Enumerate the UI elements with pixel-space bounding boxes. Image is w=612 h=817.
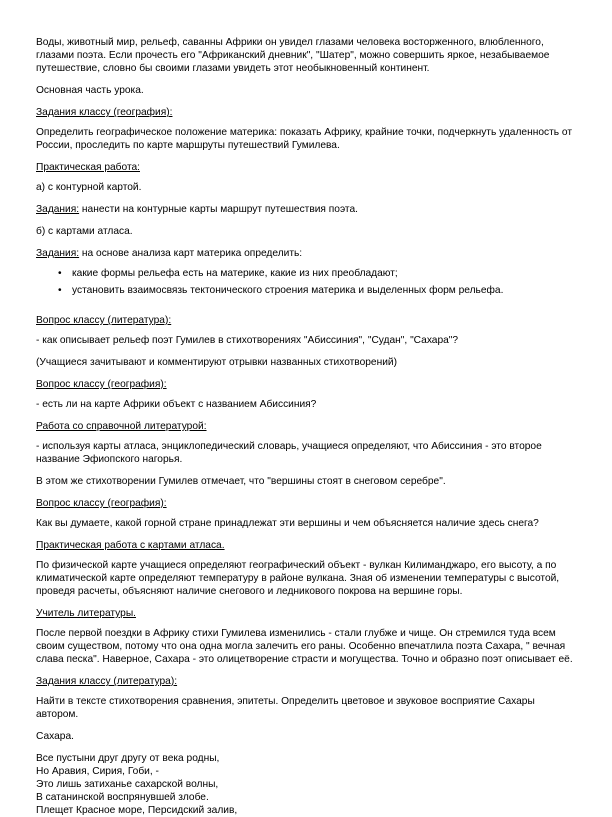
task-lit-heading: Задания классу (литература): (36, 676, 178, 687)
practical-task-text: нанести на контурные карты маршрут путешествия поэта. (79, 204, 358, 215)
bullet-list (36, 267, 576, 297)
practical-task (36, 203, 576, 216)
question-lit-note: (Учащиеся зачитывают и комментируют отрывки названных стихотворений) (36, 357, 397, 368)
bullet-text: установить взаимосвязь тектонического строения материка и выделенных форм рельефа. (72, 285, 504, 296)
teacher-heading: Учитель литературы. (36, 608, 136, 619)
main-part-label: Основная часть урока. (36, 85, 144, 96)
question-geo2-text: Как вы думаете, какой горной стране принадлежат эти вершины и чем объясняется наличие здесь снега? (36, 518, 539, 529)
document-page (36, 36, 576, 817)
question-geo-text: - есть ли на карте Африки объект с названием Абиссиния? (36, 399, 317, 410)
question-geo2-heading: Вопрос классу (география): (36, 498, 167, 509)
practical-task2-label: Задания: (36, 248, 80, 259)
task-lit-text: Найти в тексте стихотворения сравнения, эпитеты. Определить цветовое и звуковое восприятие Сахары автором. (36, 696, 535, 720)
practical-heading: Практическая работа: (36, 162, 140, 173)
bullet-icon: • (58, 268, 62, 279)
question-geo-heading: Вопрос классу (география): (36, 379, 167, 390)
poem-line: В сатанинской воспрянувшей злобе. (36, 792, 209, 803)
reference-heading: Работа со справочной литературой: (36, 421, 207, 432)
poem-block (36, 752, 576, 817)
poem-title: Сахара. (36, 731, 74, 742)
poem-line: Но Аравия, Сирия, Гоби, - (36, 766, 159, 777)
poem-line: Плещет Красное море, Персидский залив, (36, 805, 238, 816)
bullet-text: какие формы рельефа есть на материке, какие из них преобладают; (72, 268, 398, 279)
list-item (58, 284, 576, 297)
practical-task2 (36, 247, 576, 260)
poem-line: Все пустыни друг другу от века родны, (36, 753, 220, 764)
question-lit-text: - как описывает рельеф поэт Гумилев в стихотворениях "Абиссиния", "Судан", "Сахара"? (36, 335, 459, 346)
atlas-heading: Практическая работа с картами атласа. (36, 540, 225, 551)
practical-a: а) с контурной картой. (36, 182, 142, 193)
task-geo-heading: Задания классу (география): (36, 107, 173, 118)
practical-task2-text: на основе анализа карт материка определить: (79, 248, 303, 259)
bullet-icon: • (58, 285, 62, 296)
question-lit-heading: Вопрос классу (литература): (36, 315, 172, 326)
teacher-text: После первой поездки в Африку стихи Гумилева изменились - стали глубже и чище. Он стремился туда всем своим существом, потому что она одна могла залечить его раны. Особенно впечатлила поэта Сахара, " вечная слава песка". Наверное, Сахара - это олицетворение страсти и могущества. Точно и образно поэт описывает её. (36, 628, 573, 665)
atlas-text: По физической карте учащиеся определяют географический объект - вулкан Килиманджаро, его высоту, а по климатической карте определяют температуру в районе вулкана. Зная об изменении температуры с высотой, проведя расчеты, объясняют наличие снегового и ледникового покрова на вершине горы. (36, 560, 560, 597)
task-geo-text: Определить географическое положение материка: показать Африку, крайние точки, подчеркнуть удаленность от России, проследить по карте маршруты путешествий Гумилева. (36, 127, 572, 151)
intro-paragraph: Воды, животный мир, рельеф, саванны Африки он увидел глазами человека восторженного, влюбленного, глазами поэта. Если прочесть его "Африканский дневник", "Шатер", можно совершить яркое, незабываемое путешествие, словно бы своими глазами увидеть этот необыкновенный континент. (36, 37, 550, 74)
practical-b: б) с картами атласа. (36, 226, 133, 237)
list-item (58, 267, 576, 280)
poem-line: Это лишь затиханье сахарской волны, (36, 779, 219, 790)
poem-note: В этом же стихотворении Гумилев отмечает, что "вершины стоят в снеговом серебре". (36, 476, 446, 487)
practical-task-label: Задания: (36, 204, 80, 215)
reference-text: - используя карты атласа, энциклопедический словарь, учащиеся определяют, что Абиссиния - это второе название Эфиопского нагорья. (36, 441, 542, 465)
